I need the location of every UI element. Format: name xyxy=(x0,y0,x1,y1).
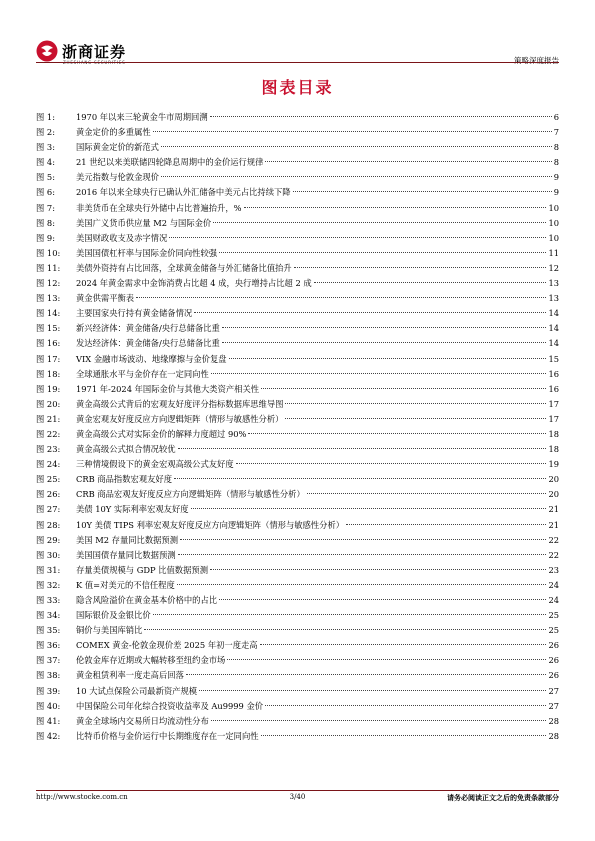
figure-title: 新兴经济体：黄金储备/央行总储备比重 xyxy=(76,323,220,334)
dot-leader xyxy=(210,569,546,570)
figure-number: 图 39: xyxy=(36,685,61,696)
figure-title: 国际银价及金银比价 xyxy=(76,610,151,621)
toc-entry[interactable] xyxy=(36,155,559,170)
dot-leader xyxy=(211,720,547,721)
figure-number: 图 40: xyxy=(36,700,61,711)
figure-title: 美国财政收支及赤字情况 xyxy=(76,232,168,243)
figure-title: 美国广义货币供应量 M2 与国际金价 xyxy=(76,217,212,228)
figure-page: 12 xyxy=(548,262,559,273)
figure-page: 26 xyxy=(548,655,559,666)
figure-title: COMEX 黄金-伦敦金现价差 2025 年初一度走高 xyxy=(76,640,258,651)
dot-leader xyxy=(161,176,552,177)
figure-number: 图 17: xyxy=(36,353,61,364)
figure-title: 国际黄金定价的新范式 xyxy=(76,142,159,153)
figure-number: 图 41: xyxy=(36,715,61,726)
toc-entry[interactable] xyxy=(36,699,559,714)
dot-leader xyxy=(210,116,552,117)
dot-leader xyxy=(178,448,547,449)
dot-leader xyxy=(191,508,547,509)
figure-number: 图 6: xyxy=(36,187,56,198)
figure-title: 黄金全球场内交易所日均流动性分布 xyxy=(76,715,209,726)
figure-number: 图 18: xyxy=(36,368,61,379)
figure-number: 图 2: xyxy=(36,127,56,138)
toc-entry[interactable] xyxy=(36,442,559,457)
dot-leader xyxy=(236,463,547,464)
dot-leader xyxy=(293,191,552,192)
figure-title: 铜价与美国库销比 xyxy=(76,625,143,636)
figure-title: 黄金高级公式背后的宏观友好度评分指标数据库思维导图 xyxy=(76,398,284,409)
figure-page: 27 xyxy=(548,700,559,711)
dot-leader xyxy=(136,297,546,298)
toc-entry[interactable] xyxy=(36,472,559,487)
disclaimer-note: 请务必阅读正文之后的免责条款部分 xyxy=(447,793,559,802)
figure-number: 图 36: xyxy=(36,640,61,651)
figure-page: 25 xyxy=(548,610,559,621)
figure-title: 10Y 美债 TIPS 利率宏观友好度反应方向逻辑矩阵（情形与敏感性分析） xyxy=(76,519,345,530)
figure-page: 26 xyxy=(548,640,559,651)
figure-title: 黄金租赁利率一度走高后回落 xyxy=(76,670,184,681)
figure-number: 图 4: xyxy=(36,157,56,168)
toc-entry[interactable] xyxy=(36,170,559,185)
figure-title: 黄金高级公式对实际金价的解释力度超过 90% xyxy=(76,428,247,439)
figure-number: 图 16: xyxy=(36,338,61,349)
dot-leader xyxy=(229,358,547,359)
toc-entry[interactable] xyxy=(36,397,559,412)
figure-number: 图 30: xyxy=(36,549,61,560)
toc-entry[interactable] xyxy=(36,231,559,246)
figure-title: 存量美债规模与 GDP 比值数据预测 xyxy=(76,564,208,575)
figure-title: 1971 年-2024 年国际金价与其他大类资产相关性 xyxy=(76,383,260,394)
figure-page: 17 xyxy=(548,413,559,424)
figure-page: 17 xyxy=(548,398,559,409)
figure-title: 美债外资持有占比回落，全球黄金储备与外汇储备比值抬升 xyxy=(76,262,292,273)
toc-entry[interactable] xyxy=(36,291,559,306)
figure-page: 9 xyxy=(553,172,559,183)
toc-entry[interactable] xyxy=(36,306,559,321)
figure-number: 图 24: xyxy=(36,459,61,470)
toc-title: 图表目录 xyxy=(261,78,334,97)
figure-page: 19 xyxy=(548,459,559,470)
figure-title: 黄金高级公式拟合情况较优 xyxy=(76,444,176,455)
dot-leader xyxy=(186,674,547,675)
figure-number: 图 22: xyxy=(36,428,61,439)
toc-entry[interactable] xyxy=(36,638,559,653)
figure-number: 图 37: xyxy=(36,655,61,666)
figure-page: 21 xyxy=(548,504,559,515)
footer-divider xyxy=(36,790,559,791)
figure-title: 美元指数与伦敦金现价 xyxy=(76,172,159,183)
figure-title: K 值=对美元的不信任程度 xyxy=(76,579,175,590)
toc-entry[interactable] xyxy=(36,201,559,216)
dot-leader xyxy=(227,659,546,660)
figure-list xyxy=(36,110,559,744)
figure-number: 图 5: xyxy=(36,172,56,183)
dot-leader xyxy=(169,237,546,238)
dot-leader xyxy=(174,478,546,479)
figure-title: 21 世纪以来美联储四轮降息周期中的金价运行规律 xyxy=(76,157,264,168)
toc-entry[interactable] xyxy=(36,457,559,472)
figure-page: 25 xyxy=(548,625,559,636)
toc-entry[interactable] xyxy=(36,653,559,668)
figure-page: 22 xyxy=(548,534,559,545)
figure-title: 10 大试点保险公司最新资产规模 xyxy=(76,685,198,696)
figure-page: 27 xyxy=(548,685,559,696)
figure-page: 22 xyxy=(548,549,559,560)
figure-page: 8 xyxy=(553,157,559,168)
figure-title: 中国保险公司年化综合投资收益率及 Au9999 金价 xyxy=(76,700,264,711)
dot-leader xyxy=(265,161,551,162)
figure-number: 图 26: xyxy=(36,489,61,500)
figure-page: 16 xyxy=(548,368,559,379)
figure-title: 美国国债杠杆率与国际金价同向性较强 xyxy=(76,247,218,258)
figure-page: 10 xyxy=(548,232,559,243)
figure-title: 黄金定价的多重属性 xyxy=(76,127,151,138)
dot-leader xyxy=(144,629,546,630)
figure-page: 14 xyxy=(548,338,559,349)
figure-page: 10 xyxy=(548,217,559,228)
figure-page: 18 xyxy=(548,428,559,439)
dot-leader xyxy=(265,705,546,706)
brand-name: 浙商证券 xyxy=(62,43,127,61)
toc-entry[interactable] xyxy=(36,336,559,351)
figure-page: 28 xyxy=(548,715,559,726)
dot-leader xyxy=(314,282,547,283)
toc-entry[interactable] xyxy=(36,321,559,336)
toc-entry[interactable] xyxy=(36,140,559,155)
figure-page: 8 xyxy=(553,142,559,153)
figure-number: 图 33: xyxy=(36,595,61,605)
figure-page: 10 xyxy=(548,202,559,213)
dot-leader xyxy=(211,373,547,374)
toc-entry[interactable] xyxy=(36,502,559,517)
toc-entry[interactable] xyxy=(36,623,559,638)
figure-title: 伦敦金库存近期或大幅转移至纽约金市场 xyxy=(76,655,226,666)
toc-entry[interactable] xyxy=(36,382,559,397)
figure-number: 图 32: xyxy=(36,579,61,590)
toc-entry[interactable] xyxy=(36,367,559,382)
figure-number: 图 1: xyxy=(36,112,56,122)
brand-name-english: ZHESHANG SECURITIES xyxy=(63,60,126,65)
toc-entry[interactable] xyxy=(36,563,559,578)
figure-title: 发达经济体：黄金储备/央行总储备比重 xyxy=(76,338,220,349)
toc-entry[interactable] xyxy=(36,714,559,729)
figure-title: 1970 年以来三轮黄金牛市周期回溯 xyxy=(76,112,208,122)
figure-title: 隐含风险溢价在黄金基本价格中的占比 xyxy=(76,595,218,605)
figure-number: 图 8: xyxy=(36,217,56,228)
figure-page: 20 xyxy=(548,474,559,485)
toc-entry[interactable] xyxy=(36,684,559,699)
figure-number: 图 14: xyxy=(36,308,61,319)
brand-logo-icon xyxy=(36,40,58,62)
figure-page: 13 xyxy=(548,293,559,304)
toc-entry[interactable] xyxy=(36,412,559,427)
dot-leader xyxy=(153,614,547,615)
figure-number: 图 9: xyxy=(36,232,56,243)
toc-entry[interactable] xyxy=(36,593,559,608)
figure-number: 图 35: xyxy=(36,625,61,636)
dot-leader xyxy=(261,388,546,389)
figure-number: 图 19: xyxy=(36,383,61,394)
toc-entry[interactable] xyxy=(36,246,559,261)
figure-page: 23 xyxy=(548,564,559,575)
dot-leader xyxy=(177,584,547,585)
figure-number: 图 28: xyxy=(36,519,61,530)
dot-leader xyxy=(213,222,546,223)
dot-leader xyxy=(219,599,546,600)
dot-leader xyxy=(307,493,547,494)
dot-leader xyxy=(346,524,546,525)
figure-title: 2016 年以来全球央行已确认外汇储备中美元占比持续下降 xyxy=(76,187,291,198)
figure-page: 21 xyxy=(548,519,559,530)
figure-page: 13 xyxy=(548,278,559,289)
figure-page: 16 xyxy=(548,383,559,394)
dot-leader xyxy=(285,403,546,404)
figure-number: 图 15: xyxy=(36,323,61,334)
toc-entry[interactable] xyxy=(36,729,559,744)
figure-number: 图 34: xyxy=(36,610,61,621)
toc-entry[interactable] xyxy=(36,533,559,548)
dot-leader xyxy=(261,735,547,736)
dot-leader xyxy=(199,690,546,691)
dot-leader xyxy=(161,146,552,147)
page-number: 3/40 xyxy=(289,793,306,801)
figure-number: 图 10: xyxy=(36,247,61,258)
figure-page: 28 xyxy=(548,730,559,741)
dot-leader xyxy=(248,433,546,434)
toc-entry[interactable] xyxy=(36,668,559,683)
figure-title: CRB 商品指数宏观友好度 xyxy=(76,474,173,485)
figure-title: 非美货币在全球央行外储中占比普遍抬升，% xyxy=(76,202,242,213)
figure-number: 图 13: xyxy=(36,293,61,304)
toc-entry[interactable] xyxy=(36,261,559,276)
dot-leader xyxy=(222,327,547,328)
toc-entry[interactable] xyxy=(36,548,559,563)
dot-leader xyxy=(244,207,547,208)
figure-page: 14 xyxy=(548,323,559,334)
figure-title: 三种情境假设下的黄金宏观高级公式友好度 xyxy=(76,459,234,470)
figure-page: 7 xyxy=(553,127,559,138)
figure-title: CRB 商品宏观友好度反应方向逻辑矩阵（情形与敏感性分析） xyxy=(76,489,305,500)
dot-leader xyxy=(260,644,547,645)
figure-page: 9 xyxy=(553,187,559,198)
figure-page: 20 xyxy=(548,489,559,500)
dot-leader xyxy=(294,267,547,268)
figure-page: 26 xyxy=(548,670,559,681)
figure-title: 全球通胀水平与金价存在一定同向性 xyxy=(76,368,209,379)
dot-leader xyxy=(180,539,546,540)
figure-number: 图 42: xyxy=(36,730,61,741)
figure-number: 图 25: xyxy=(36,474,61,485)
dot-leader xyxy=(285,418,546,419)
toc-entry[interactable] xyxy=(36,110,559,125)
figure-title: 黄金供需平衡表 xyxy=(76,293,135,304)
header-divider xyxy=(36,62,559,63)
figure-page: 24 xyxy=(548,579,559,590)
toc-entry[interactable] xyxy=(36,125,559,140)
figure-page: 24 xyxy=(548,595,559,605)
dot-leader xyxy=(222,342,547,343)
figure-page: 15 xyxy=(548,353,559,364)
figure-title: 2024 年黄金需求中金饰消费占比超 4 成，央行增持占比超 2 成 xyxy=(76,278,312,289)
figure-number: 图 20: xyxy=(36,398,61,409)
figure-page: 14 xyxy=(548,308,559,319)
figure-number: 图 11: xyxy=(36,262,61,273)
dot-leader xyxy=(194,312,546,313)
figure-number: 图 3: xyxy=(36,142,56,153)
figure-page: 11 xyxy=(548,247,559,258)
figure-page: 18 xyxy=(548,444,559,455)
figure-title: 美债 10Y 实际利率宏观友好度 xyxy=(76,504,189,515)
figure-title: 主要国家央行持有黄金储备情况 xyxy=(76,308,193,319)
toc-entry[interactable] xyxy=(36,427,559,442)
toc-entry[interactable] xyxy=(36,608,559,623)
dot-leader xyxy=(153,131,552,132)
figure-number: 图 7: xyxy=(36,202,56,213)
footer-website-link[interactable]: http://www.stocke.com.cn xyxy=(36,793,128,801)
figure-number: 图 21: xyxy=(36,413,61,424)
figure-number: 图 27: xyxy=(36,504,61,515)
figure-number: 图 29: xyxy=(36,534,61,545)
figure-title: 黄金宏观友好度反应方向逻辑矩阵（情形与敏感性分析） xyxy=(76,413,284,424)
toc-entry[interactable] xyxy=(36,276,559,291)
figure-title: 比特币价格与金价运行中长期维度存在一定同向性 xyxy=(76,730,259,741)
page-header xyxy=(36,14,559,66)
toc-entry[interactable] xyxy=(36,578,559,593)
dot-leader xyxy=(178,554,547,555)
toc-entry[interactable] xyxy=(36,487,559,502)
toc-entry[interactable] xyxy=(36,352,559,367)
report-type: 策略深度报告 xyxy=(514,56,559,65)
toc-entry[interactable] xyxy=(36,185,559,200)
figure-number: 图 23: xyxy=(36,444,61,455)
figure-title: VIX 金融市场波动、地缘摩擦与金价复盘 xyxy=(76,353,227,364)
toc-entry[interactable] xyxy=(36,518,559,533)
figure-number: 图 31: xyxy=(36,564,61,575)
figure-number: 图 12: xyxy=(36,278,61,289)
figure-title: 美国国债存量同比数据预测 xyxy=(76,549,176,560)
dot-leader xyxy=(219,252,546,253)
figure-title: 美国 M2 存量同比数据预测 xyxy=(76,534,179,545)
figure-number: 图 38: xyxy=(36,670,61,681)
figure-page: 6 xyxy=(553,112,559,122)
toc-entry[interactable] xyxy=(36,216,559,231)
